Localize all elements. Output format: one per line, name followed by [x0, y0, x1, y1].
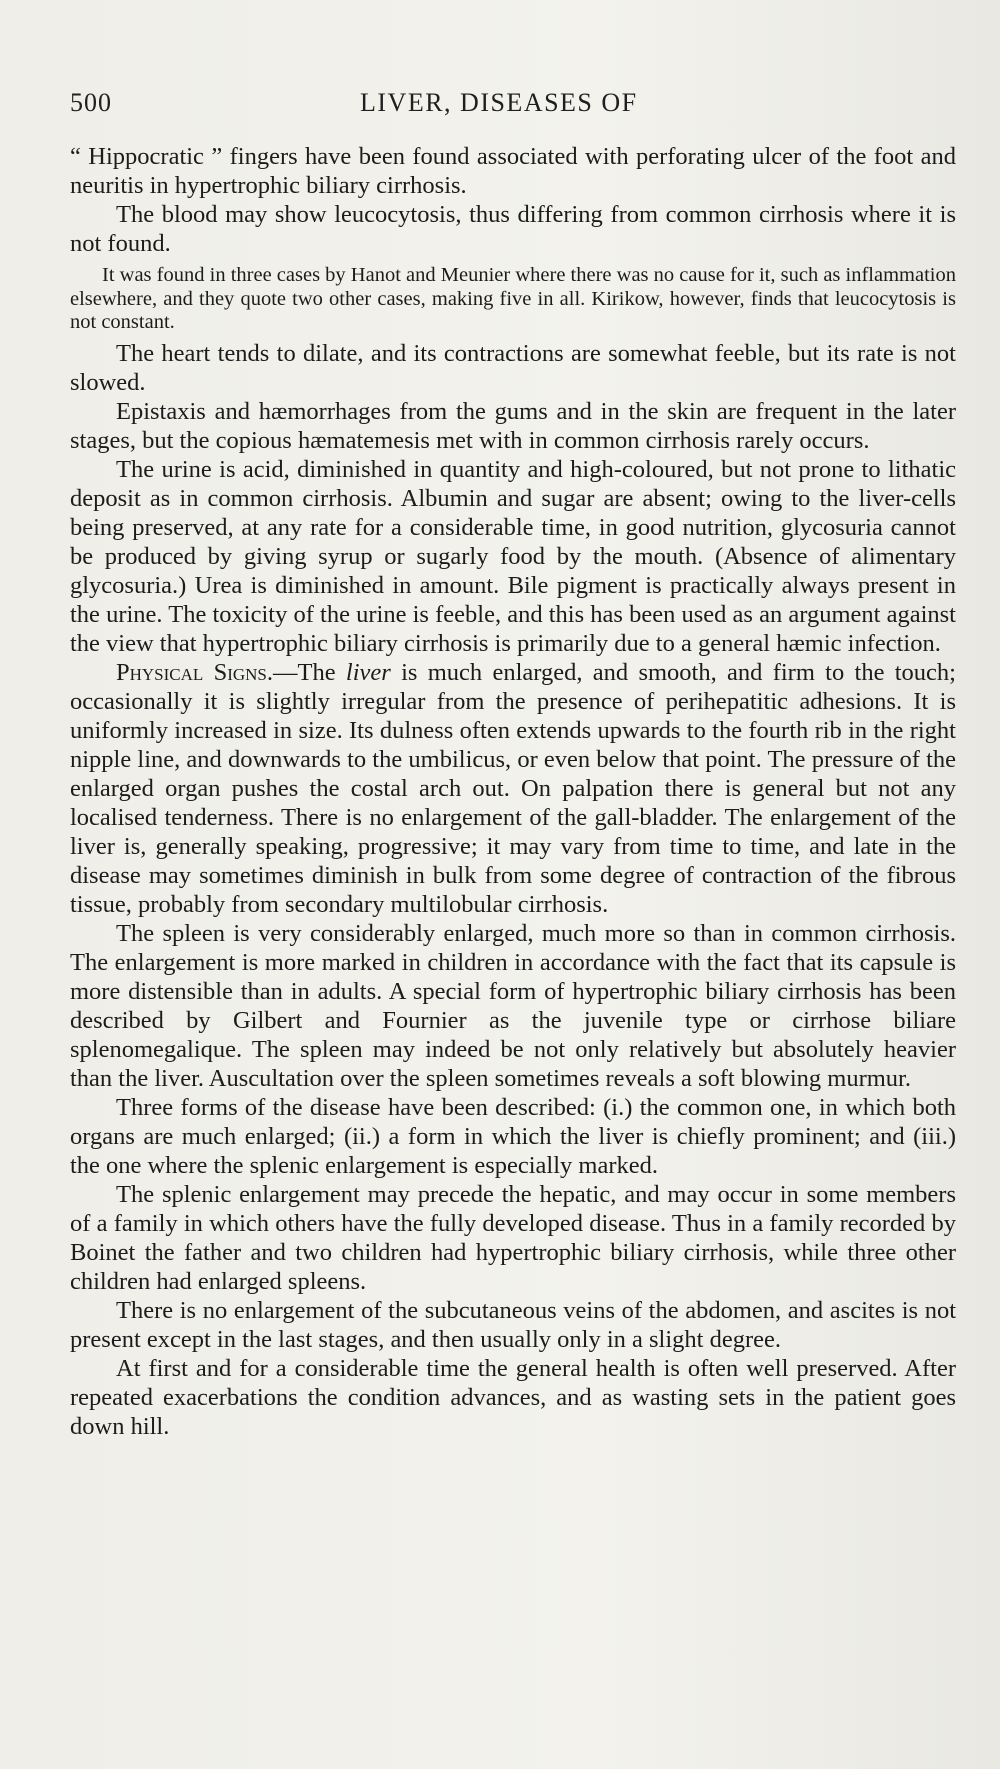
paragraph-three-forms: Three forms of the disease have been described: (i.) the common one, in which both organs are much enlarged; (ii.) a form in which the liver is chiefly prominent; and (iii.) the one where the splenic enlargement is especially marked. — [70, 1093, 956, 1179]
page-header — [70, 82, 950, 122]
physical-signs-text: is much enlarged, and smooth, and firm to the touch; occasionally it is slightly irregular from the presence of perihepatitic adhesions. It is uniformly increased in size. Its dulness often extends upwards to the fourth rib in the right nipple line, and downwards to the umbilicus, or even below that point. The pressure of the enlarged organ pushes the costal arch out. On palpation there is general but not any localised tenderness. There is no enlargement of the gall-bladder. The enlargement of the liver is, generally speaking, progressive; it may vary from time to time, and late in the disease may sometimes diminish in bulk from some degree of contraction of the fibrous tissue, probably from secondary multilobular cirrhosis. — [70, 658, 956, 918]
paragraph-physical-signs — [70, 658, 956, 919]
paragraph-general-health: At first and for a considerable time the general health is often well preserved. After repeated exacerbations the condition advances, and as wasting sets in the patient goes down hill. — [70, 1354, 956, 1440]
paragraph-spleen: The spleen is very considerably enlarged, much more so than in common cirrhosis. The enlargement is more marked in children in accordance with the fact that its capsule is more distensible than in adults. A special form of hypertrophic biliary cirrhosis has been described by Gilbert and Fournier as the juvenile type or cirrhose biliare splenomegalique. The spleen may indeed be not only relatively but absolutely heavier than the liver. Auscultation over the spleen sometimes reveals a soft blowing murmur. — [70, 919, 956, 1092]
physical-signs-heading: Physical Signs. — [116, 658, 274, 686]
paragraph-blood: The blood may show leucocytosis, thus differing from common cirrhosis where it is not found. — [70, 201, 956, 257]
paragraph-heart: The heart tends to dilate, and its contractions are somewhat feeble, but its rate is not slowed. — [70, 339, 956, 396]
physical-signs-dash: —The — [273, 658, 346, 686]
page-number: 500 — [70, 88, 112, 117]
note-leucocytosis: It was found in three cases by Hanot and Meunier where there was no cause for it, such as inflammation elsewhere, and they quote two other cases, making five in all. Kirikow, however, finds that leucocytosis is not constant. — [70, 264, 956, 333]
paragraph-urine: The urine is acid, diminished in quantity and high-coloured, but not prone to lithatic deposit as in common cirrhosis. Albumin and sugar are absent; owing to the liver-cells being preserved, at any rate for a considerable time, in good nutrition, glycosuria cannot be produced by giving syrup or sugarly food by the mouth. (Absence of alimentary glycosuria.) Urea is diminished in amount. Bile pigment is practically always present in the urine. The toxicity of the urine is feeble, and this has been used as an argument against the view that hypertrophic biliary cirrhosis is primarily due to a general hæmic infection. — [70, 455, 956, 657]
running-head: LIVER, DISEASES OF — [360, 88, 638, 117]
paragraph-epistaxis: Epistaxis and hæmorrhages from the gums and in the skin are frequent in the later stages, but the copious hæmatemesis met with in common cirrhosis rarely occurs. — [70, 397, 956, 454]
paragraph-veins: There is no enlargement of the subcutaneous veins of the abdomen, and ascites is not present except in the last stages, and then usually only in a slight degree. — [70, 1296, 956, 1353]
paragraph-hippocratic-fingers: “ Hippocratic ” fingers have been found associated with perforating ulcer of the foot and neuritis in hypertrophic biliary cirrhosis. — [70, 143, 956, 199]
paragraph-splenic-enlargement: The splenic enlargement may precede the hepatic, and may occur in some members of a family in which others have the fully developed disease. Thus in a family recorded by Boinet the father and two children had hypertrophic biliary cirrhosis, while three other children had enlarged spleens. — [70, 1180, 956, 1295]
physical-signs-emphasis: liver — [345, 658, 391, 686]
body-text — [70, 142, 956, 1441]
